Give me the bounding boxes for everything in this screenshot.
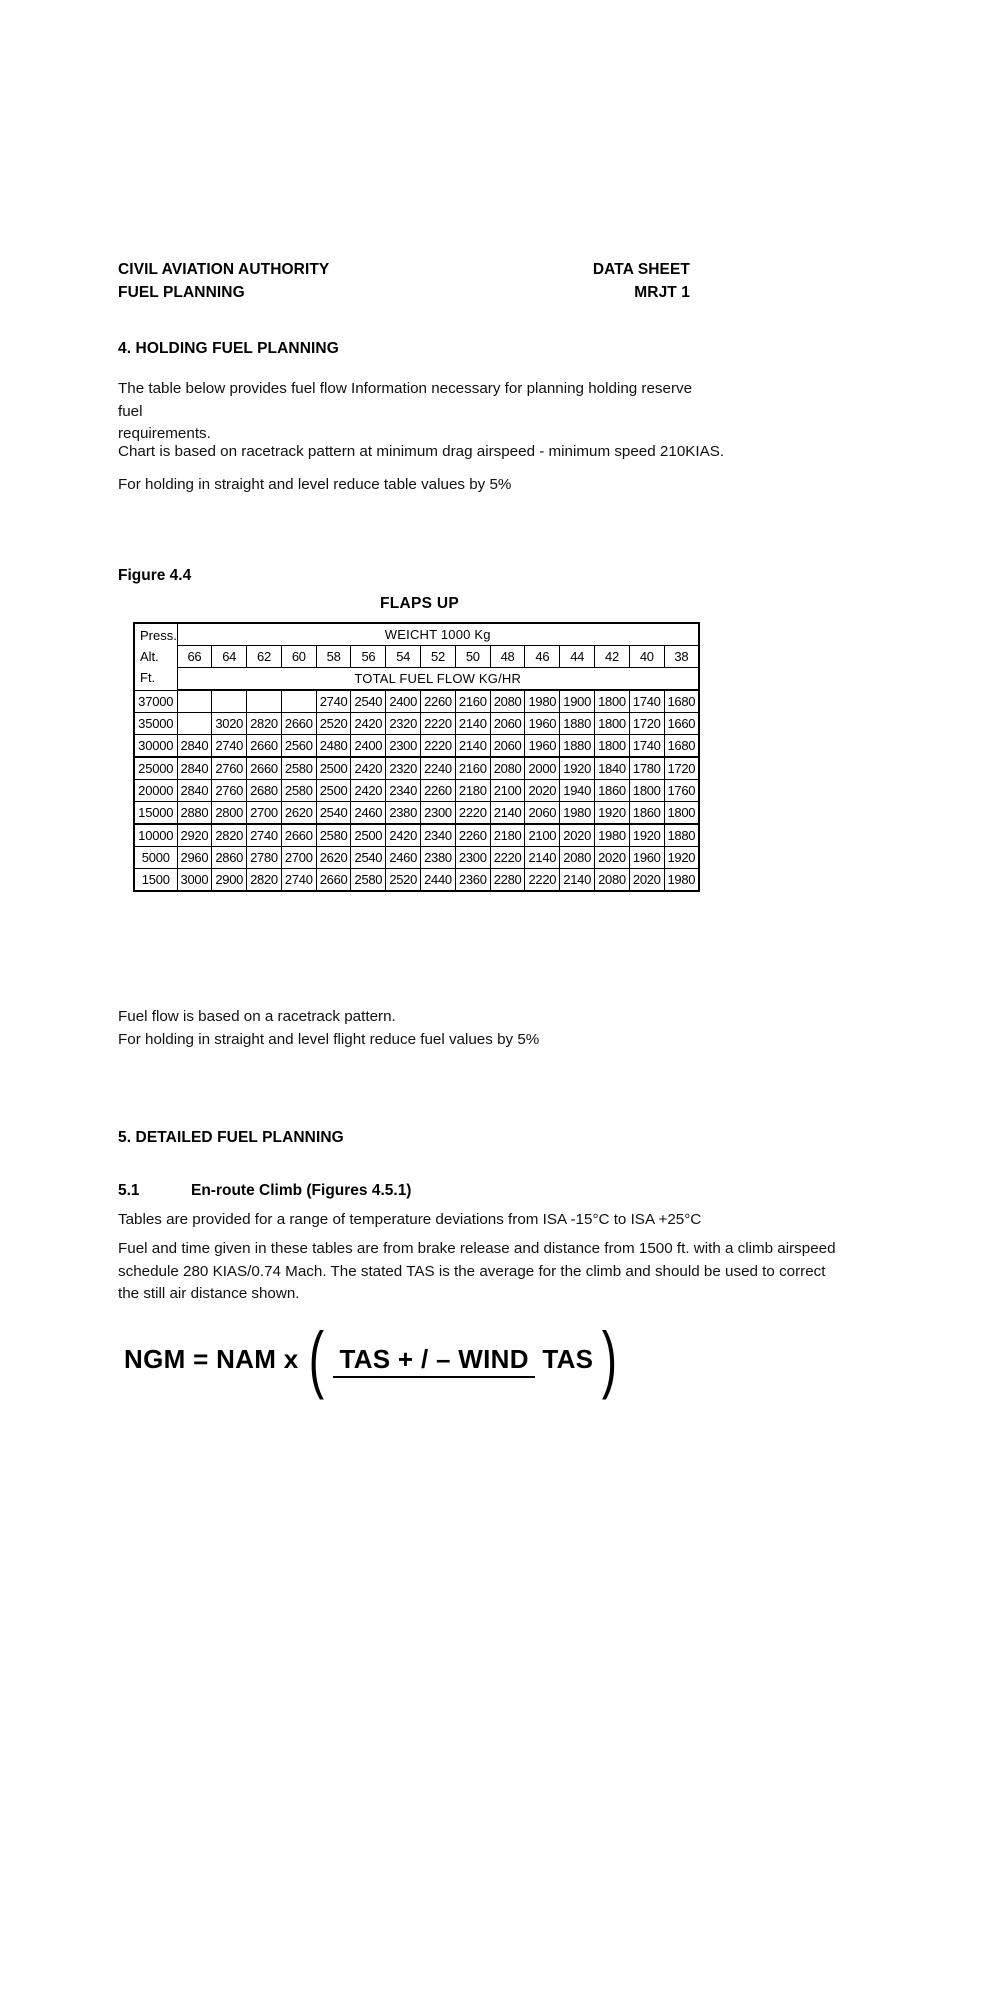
holding-fuel-flow-table-wrapper <box>133 622 698 892</box>
fuel-flow-cell: 2520 <box>316 713 351 735</box>
weight-column-header: 64 <box>212 646 247 668</box>
fuel-flow-cell: 2140 <box>455 713 490 735</box>
fuel-flow-cell: 1980 <box>525 690 560 713</box>
fuel-flow-cell: 2580 <box>281 757 316 780</box>
climb-line-2: Fuel and time given in these tables are from brake release and distance from 1500 ft. with a climb airspeed schedule 280 KIAS/0.74 Mach. The stated TAS is the average for the climb and should be used to correct the still air distance shown. <box>118 1240 836 1303</box>
fuel-flow-cell: 2820 <box>247 713 282 735</box>
fuel-flow-cell: 2700 <box>247 802 282 825</box>
fuel-flow-cell: 1880 <box>664 824 699 847</box>
fuel-flow-cell: 2260 <box>421 690 456 713</box>
fuel-flow-cell: 2060 <box>525 802 560 825</box>
fuel-flow-cell: 1740 <box>629 735 664 758</box>
fuel-flow-cell: 2380 <box>421 847 456 869</box>
fuel-flow-cell: 1680 <box>664 735 699 758</box>
weight-column-header: 38 <box>664 646 699 668</box>
fuel-flow-cell: 2180 <box>455 780 490 802</box>
fuel-flow-cell: 1780 <box>629 757 664 780</box>
fuel-flow-cell: 2000 <box>525 757 560 780</box>
fuel-flow-cell: 2800 <box>212 802 247 825</box>
fuel-flow-cell: 2060 <box>490 735 525 758</box>
fuel-flow-cell: 2220 <box>421 735 456 758</box>
fuel-flow-cell: 2400 <box>386 690 421 713</box>
fuel-flow-cell: 1800 <box>595 735 630 758</box>
fuel-flow-cell: 2360 <box>455 869 490 892</box>
table-row <box>134 690 699 713</box>
subsection-title: En-route Climb (Figures 4.5.1) <box>191 1182 412 1199</box>
fuel-flow-cell: 2820 <box>247 869 282 892</box>
fuel-flow-cell: 1960 <box>629 847 664 869</box>
weight-header: WEICHT 1000 Kg <box>177 623 699 646</box>
fuel-flow-cell: 2100 <box>490 780 525 802</box>
fuel-flow-cell: 2340 <box>386 780 421 802</box>
header-data-sheet: DATA SHEET <box>592 261 690 278</box>
fuel-flow-cell: 2620 <box>281 802 316 825</box>
fuel-flow-cell: 2140 <box>560 869 595 892</box>
table-header-row-weight <box>134 623 699 646</box>
fuel-flow-cell: 2300 <box>421 802 456 825</box>
weight-column-header: 50 <box>455 646 490 668</box>
row-header-line-2: Alt. Ft. <box>140 649 159 686</box>
fuel-flow-cell: 2440 <box>421 869 456 892</box>
weight-column-header: 48 <box>490 646 525 668</box>
formula-left-hand-side: NGM = NAM x <box>124 1343 299 1374</box>
fuel-flow-cell: 2840 <box>177 780 212 802</box>
weight-column-header: 52 <box>421 646 456 668</box>
header-aircraft-code: MRJT 1 <box>634 284 690 301</box>
fuel-flow-cell: 2220 <box>525 869 560 892</box>
fuel-flow-cell: 1880 <box>560 735 595 758</box>
formula-close-paren: ) <box>602 1317 618 1400</box>
fuel-flow-cell: 1980 <box>664 869 699 892</box>
ngm-formula <box>124 1317 622 1400</box>
formula-open-paren: ( <box>309 1317 325 1400</box>
fuel-flow-cell: 2140 <box>525 847 560 869</box>
fuel-flow-cell: 2020 <box>629 869 664 892</box>
fuel-flow-cell: 2160 <box>455 690 490 713</box>
holding-fuel-flow-table <box>133 622 700 892</box>
fuel-flow-cell: 2260 <box>421 780 456 802</box>
fuel-flow-cell: 1800 <box>629 780 664 802</box>
weight-column-header: 56 <box>351 646 386 668</box>
table-header-row-flow <box>134 668 699 691</box>
fuel-flow-cell: 2220 <box>455 802 490 825</box>
fuel-flow-cell: 2620 <box>316 847 351 869</box>
fuel-flow-cell: 2460 <box>351 802 386 825</box>
fuel-flow-cell: 1860 <box>629 802 664 825</box>
fuel-flow-cell: 2740 <box>212 735 247 758</box>
table-row <box>134 869 699 892</box>
fuel-flow-cell: 2140 <box>490 802 525 825</box>
fuel-flow-cell <box>177 713 212 735</box>
paragraph-straight-level <box>118 474 758 497</box>
fuel-flow-cell: 2080 <box>560 847 595 869</box>
fuel-flow-cell: 2760 <box>212 780 247 802</box>
header-fuel-planning: FUEL PLANNING <box>118 284 245 301</box>
fuel-flow-cell: 2700 <box>281 847 316 869</box>
straight-level-line: For holding in straight and level reduce table values by 5% <box>118 476 512 493</box>
chart-basis-line: Chart is based on racetrack pattern at minimum drag airspeed - minimum speed 210KIAS. <box>118 443 725 460</box>
paragraph-intro <box>118 378 718 446</box>
formula-numerator: TAS + / – WIND <box>333 1344 534 1378</box>
fuel-flow-cell: 2160 <box>455 757 490 780</box>
paragraph-table-notes <box>118 1006 758 1051</box>
fuel-flow-cell: 1860 <box>595 780 630 802</box>
table-row <box>134 847 699 869</box>
fuel-flow-cell: 2220 <box>421 713 456 735</box>
pressure-altitude-cell: 15000 <box>134 802 177 825</box>
fuel-flow-cell: 1880 <box>560 713 595 735</box>
fuel-flow-cell: 1680 <box>664 690 699 713</box>
fuel-flow-cell <box>177 690 212 713</box>
weight-column-header: 46 <box>525 646 560 668</box>
section-heading-holding-fuel-planning: 4. HOLDING FUEL PLANNING <box>118 340 339 357</box>
total-fuel-flow-header: TOTAL FUEL FLOW KG/HR <box>177 668 699 691</box>
header-row-1 <box>118 258 690 281</box>
fuel-flow-cell: 2520 <box>386 869 421 892</box>
fuel-flow-cell: 2240 <box>421 757 456 780</box>
weight-column-header: 42 <box>595 646 630 668</box>
table-row <box>134 824 699 847</box>
fuel-flow-cell: 2340 <box>421 824 456 847</box>
section-heading-detailed-fuel-planning: 5. DETAILED FUEL PLANNING <box>118 1129 344 1146</box>
fuel-flow-cell: 2420 <box>351 713 386 735</box>
pressure-altitude-cell: 20000 <box>134 780 177 802</box>
paragraph-chart-basis <box>118 441 758 464</box>
fuel-flow-cell: 2420 <box>351 757 386 780</box>
fuel-flow-cell: 2540 <box>351 690 386 713</box>
fuel-flow-cell: 2740 <box>316 690 351 713</box>
pressure-altitude-cell: 1500 <box>134 869 177 892</box>
fuel-flow-cell: 2660 <box>281 824 316 847</box>
table-row <box>134 757 699 780</box>
fuel-flow-cell: 2320 <box>386 757 421 780</box>
fuel-flow-cell <box>212 690 247 713</box>
fuel-flow-cell: 1980 <box>595 824 630 847</box>
table-body <box>134 690 699 891</box>
table-row <box>134 802 699 825</box>
fuel-flow-cell: 1920 <box>595 802 630 825</box>
paragraph-climb-schedule <box>118 1238 848 1306</box>
fuel-flow-cell: 2300 <box>386 735 421 758</box>
fuel-flow-cell: 2660 <box>247 757 282 780</box>
fuel-flow-cell: 1960 <box>525 713 560 735</box>
fuel-flow-cell: 3000 <box>177 869 212 892</box>
fuel-flow-cell: 2780 <box>247 847 282 869</box>
table-row <box>134 713 699 735</box>
fuel-flow-cell: 2020 <box>595 847 630 869</box>
fuel-flow-cell: 2460 <box>386 847 421 869</box>
fuel-flow-cell: 2840 <box>177 735 212 758</box>
fuel-flow-cell: 1760 <box>664 780 699 802</box>
pressure-altitude-cell: 37000 <box>134 690 177 713</box>
header-authority: CIVIL AVIATION AUTHORITY <box>118 261 330 278</box>
pressure-altitude-cell: 5000 <box>134 847 177 869</box>
fuel-flow-cell: 1840 <box>595 757 630 780</box>
fuel-flow-cell: 2220 <box>490 847 525 869</box>
fuel-flow-cell: 2580 <box>316 824 351 847</box>
row-header-line-1: Press. <box>140 628 177 644</box>
fuel-flow-cell: 1960 <box>525 735 560 758</box>
fuel-flow-cell: 2500 <box>316 757 351 780</box>
table-header-row-weights <box>134 646 699 668</box>
fuel-flow-cell: 2020 <box>560 824 595 847</box>
weight-column-header: 60 <box>281 646 316 668</box>
fuel-flow-cell: 2560 <box>281 735 316 758</box>
fuel-flow-cell: 1980 <box>560 802 595 825</box>
fuel-flow-cell: 2820 <box>212 824 247 847</box>
fuel-flow-cell: 2080 <box>595 869 630 892</box>
fuel-flow-cell: 2080 <box>490 690 525 713</box>
fuel-flow-cell: 2960 <box>177 847 212 869</box>
fuel-flow-cell: 1920 <box>629 824 664 847</box>
weight-column-header: 58 <box>316 646 351 668</box>
note-line-2: For holding in straight and level flight reduce fuel values by 5% <box>118 1030 540 1048</box>
fuel-flow-cell: 2860 <box>212 847 247 869</box>
fuel-flow-cell: 1940 <box>560 780 595 802</box>
document-header <box>118 258 690 304</box>
fuel-flow-cell <box>247 690 282 713</box>
fuel-flow-cell: 2760 <box>212 757 247 780</box>
fuel-flow-cell: 2480 <box>316 735 351 758</box>
fuel-flow-cell: 2660 <box>247 735 282 758</box>
table-row <box>134 735 699 758</box>
pressure-altitude-cell: 35000 <box>134 713 177 735</box>
figure-label: Figure 4.4 <box>118 567 192 584</box>
fuel-flow-cell: 2420 <box>351 780 386 802</box>
fuel-flow-cell: 1720 <box>629 713 664 735</box>
fuel-flow-cell: 2660 <box>316 869 351 892</box>
climb-line-1: Tables are provided for a range of temperature deviations from ISA -15°C to ISA +25°C <box>118 1211 702 1228</box>
fuel-flow-cell: 1800 <box>595 713 630 735</box>
subsection-number: 5.1 <box>118 1182 140 1199</box>
fuel-flow-cell: 2080 <box>490 757 525 780</box>
fuel-flow-cell: 2100 <box>525 824 560 847</box>
header-row-2 <box>118 281 690 304</box>
fuel-flow-cell: 2140 <box>455 735 490 758</box>
fuel-flow-cell: 2020 <box>525 780 560 802</box>
pressure-altitude-cell: 25000 <box>134 757 177 780</box>
weight-column-header: 62 <box>247 646 282 668</box>
fuel-flow-cell: 1800 <box>664 802 699 825</box>
intro-line-2: requirements. <box>118 425 211 443</box>
fuel-flow-cell: 2500 <box>316 780 351 802</box>
fuel-flow-cell: 1720 <box>664 757 699 780</box>
figure-title-flaps-up: FLAPS UP <box>380 595 460 612</box>
fuel-flow-cell: 2380 <box>386 802 421 825</box>
fuel-flow-cell: 2420 <box>386 824 421 847</box>
fuel-flow-cell: 2280 <box>490 869 525 892</box>
fuel-flow-cell: 2400 <box>351 735 386 758</box>
table-row <box>134 780 699 802</box>
fuel-flow-cell <box>281 690 316 713</box>
fuel-flow-cell: 2260 <box>455 824 490 847</box>
fuel-flow-cell: 2300 <box>455 847 490 869</box>
fuel-flow-cell: 3020 <box>212 713 247 735</box>
fuel-flow-cell: 1660 <box>664 713 699 735</box>
fuel-flow-cell: 2580 <box>281 780 316 802</box>
fuel-flow-cell: 1740 <box>629 690 664 713</box>
fuel-flow-cell: 2920 <box>177 824 212 847</box>
weight-column-header: 66 <box>177 646 212 668</box>
fuel-flow-cell: 2060 <box>490 713 525 735</box>
pressure-altitude-cell: 10000 <box>134 824 177 847</box>
formula-fraction <box>329 1344 597 1375</box>
pressure-altitude-cell: 30000 <box>134 735 177 758</box>
note-line-1: Fuel flow is based on a racetrack pattern. <box>118 1008 396 1025</box>
fuel-flow-cell: 2660 <box>281 713 316 735</box>
subsection-en-route-climb <box>118 1182 411 1200</box>
fuel-flow-cell: 2580 <box>351 869 386 892</box>
fuel-flow-cell: 2180 <box>490 824 525 847</box>
fuel-flow-cell: 2320 <box>386 713 421 735</box>
fuel-flow-cell: 2740 <box>247 824 282 847</box>
row-header-corner <box>134 623 177 690</box>
intro-line-1: The table below provides fuel flow Information necessary for planning holding reserve fuel <box>118 380 693 420</box>
fuel-flow-cell: 2880 <box>177 802 212 825</box>
weight-column-header: 44 <box>560 646 595 668</box>
fuel-flow-cell: 1920 <box>664 847 699 869</box>
fuel-flow-cell: 2540 <box>316 802 351 825</box>
fuel-flow-cell: 2900 <box>212 869 247 892</box>
fuel-flow-cell: 2740 <box>281 869 316 892</box>
fuel-flow-cell: 2540 <box>351 847 386 869</box>
fuel-flow-cell: 1920 <box>560 757 595 780</box>
formula-denominator: TAS <box>542 1343 594 1374</box>
weight-column-header: 40 <box>629 646 664 668</box>
paragraph-climb-tables <box>118 1209 818 1232</box>
fuel-flow-cell: 2500 <box>351 824 386 847</box>
fuel-flow-cell: 1900 <box>560 690 595 713</box>
fuel-flow-cell: 2840 <box>177 757 212 780</box>
fuel-flow-cell: 2680 <box>247 780 282 802</box>
weight-column-header: 54 <box>386 646 421 668</box>
fuel-flow-cell: 1800 <box>595 690 630 713</box>
